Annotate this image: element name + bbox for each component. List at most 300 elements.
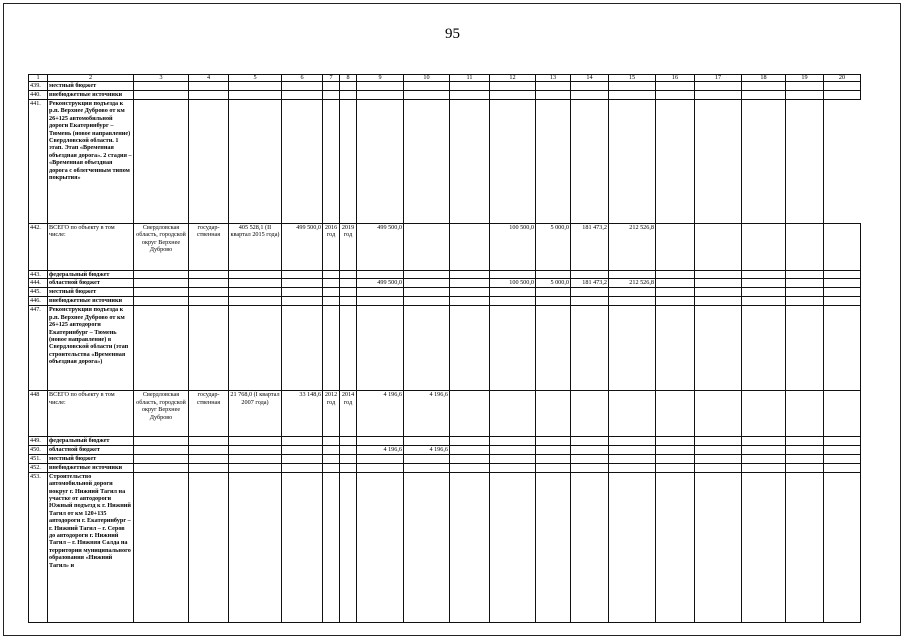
table-cell bbox=[450, 100, 490, 224]
table-cell bbox=[656, 279, 695, 288]
table-cell bbox=[490, 306, 536, 391]
table-cell bbox=[786, 437, 824, 445]
table-cell bbox=[282, 91, 323, 100]
table-cell bbox=[571, 91, 609, 100]
table-cell bbox=[742, 463, 786, 472]
table-cell bbox=[404, 91, 450, 100]
table-cell: 5 000,0 bbox=[536, 279, 571, 288]
table-cell bbox=[282, 454, 323, 463]
column-header: 14 bbox=[571, 75, 609, 82]
table-cell bbox=[536, 472, 571, 622]
table-cell bbox=[404, 82, 450, 91]
table-cell bbox=[786, 100, 824, 224]
table-cell bbox=[450, 288, 490, 297]
table-cell bbox=[450, 82, 490, 91]
table-row bbox=[29, 279, 861, 288]
table-cell bbox=[189, 472, 229, 622]
table-cell bbox=[357, 91, 404, 100]
table-cell bbox=[786, 82, 824, 91]
table-cell bbox=[450, 454, 490, 463]
table-cell bbox=[609, 271, 656, 279]
table-cell bbox=[571, 437, 609, 445]
table-cell bbox=[189, 463, 229, 472]
table-cell bbox=[656, 391, 695, 437]
table-cell bbox=[695, 279, 742, 288]
row-number-cell: 443. bbox=[29, 271, 48, 279]
table-cell bbox=[340, 297, 357, 306]
table-cell bbox=[490, 463, 536, 472]
column-header: 12 bbox=[490, 75, 536, 82]
table-cell bbox=[609, 306, 656, 391]
table-cell bbox=[695, 100, 742, 224]
table-cell bbox=[742, 91, 786, 100]
table-cell: государ-ственная bbox=[189, 224, 229, 271]
table-cell: ВСЕГО по объекту в том числе: bbox=[48, 391, 134, 437]
table-cell bbox=[189, 306, 229, 391]
table-cell bbox=[609, 445, 656, 454]
table-cell bbox=[450, 445, 490, 454]
table-cell bbox=[357, 437, 404, 445]
table-cell bbox=[786, 91, 824, 100]
table-row bbox=[29, 472, 861, 622]
table-cell bbox=[229, 271, 282, 279]
table-cell bbox=[189, 279, 229, 288]
row-number-cell: 450. bbox=[29, 445, 48, 454]
table-cell: Реконструкция подъезда к р.п. Верхнее Дуброво от км 26+125 автомобильной дороги Екатеринбург – Тюмень (новое направление) Свердловской области. 1 этап. Этап «Временная объездная дорога». 2 стадия – «Временная объездная дорога с облегченным типом покрытия» bbox=[48, 100, 134, 224]
table-cell: 100 500,0 bbox=[490, 224, 536, 271]
table-cell bbox=[134, 279, 189, 288]
table-cell: ВСЕГО по объекту в том числе: bbox=[48, 224, 134, 271]
column-header: 7 bbox=[323, 75, 340, 82]
table-cell bbox=[786, 391, 824, 437]
table-cell: 2012 год bbox=[323, 391, 340, 437]
table-cell bbox=[786, 472, 824, 622]
table-cell bbox=[340, 82, 357, 91]
row-number-cell: 445. bbox=[29, 288, 48, 297]
table-row bbox=[29, 437, 861, 445]
table-cell bbox=[786, 445, 824, 454]
table-cell: 212 526,8 bbox=[609, 279, 656, 288]
table-cell: 499 500,0 bbox=[282, 224, 323, 271]
table-cell bbox=[282, 271, 323, 279]
table-cell bbox=[404, 279, 450, 288]
column-header: 18 bbox=[742, 75, 786, 82]
table-cell bbox=[229, 463, 282, 472]
table-cell bbox=[134, 472, 189, 622]
table-cell: 181 473,2 bbox=[571, 224, 609, 271]
table-cell bbox=[536, 91, 571, 100]
table-cell bbox=[189, 454, 229, 463]
table-cell bbox=[656, 288, 695, 297]
table-row bbox=[29, 91, 861, 100]
table-cell bbox=[490, 100, 536, 224]
row-number-cell: 449. bbox=[29, 437, 48, 445]
table-cell bbox=[340, 271, 357, 279]
table-cell bbox=[189, 437, 229, 445]
table-cell bbox=[189, 288, 229, 297]
table-cell bbox=[695, 445, 742, 454]
table-cell bbox=[695, 306, 742, 391]
table-cell bbox=[656, 100, 695, 224]
table-cell bbox=[695, 271, 742, 279]
table-cell: местный бюджет bbox=[48, 288, 134, 297]
table-cell bbox=[490, 271, 536, 279]
table-cell bbox=[323, 100, 340, 224]
table-cell bbox=[742, 288, 786, 297]
table-cell bbox=[490, 437, 536, 445]
table-row bbox=[29, 297, 861, 306]
table-cell bbox=[742, 391, 786, 437]
table-cell bbox=[323, 271, 340, 279]
table-cell: областной бюджет bbox=[48, 445, 134, 454]
table-cell bbox=[824, 91, 861, 100]
table-cell: местный бюджет bbox=[48, 82, 134, 91]
table-row bbox=[29, 82, 861, 91]
table-cell bbox=[323, 82, 340, 91]
table-cell bbox=[742, 224, 786, 271]
row-number-cell: 451. bbox=[29, 454, 48, 463]
table-cell: 499 500,0 bbox=[357, 279, 404, 288]
table-cell bbox=[824, 445, 861, 454]
table-cell bbox=[282, 445, 323, 454]
table-cell bbox=[229, 91, 282, 100]
table-cell bbox=[609, 463, 656, 472]
table-cell bbox=[323, 306, 340, 391]
table-cell bbox=[229, 279, 282, 288]
table-cell bbox=[695, 297, 742, 306]
table-cell bbox=[282, 297, 323, 306]
table-cell bbox=[134, 454, 189, 463]
table-cell bbox=[450, 472, 490, 622]
table-cell bbox=[609, 391, 656, 437]
table-cell bbox=[824, 391, 861, 437]
table-cell bbox=[450, 463, 490, 472]
column-header: 19 bbox=[786, 75, 824, 82]
table-cell bbox=[695, 224, 742, 271]
table-cell bbox=[824, 472, 861, 622]
table-cell bbox=[824, 271, 861, 279]
table-cell: Свердловская область, городской округ Верхнее Дуброво bbox=[134, 224, 189, 271]
table-cell bbox=[824, 437, 861, 445]
table-cell: Строительство автомобильной дороги вокруг г. Нижний Тагил на участке от автодороги Южный подъезд к г. Нижний Тагил от км 120+135 автодороги г. Екатеринбург – г. Нижний Тагил – г. Серов до автодороги г. Нижний Тагил – г. Нижняя Салда на территории муниципального образования «Нижний Тагил» и bbox=[48, 472, 134, 622]
column-header: 20 bbox=[824, 75, 861, 82]
table-cell bbox=[134, 271, 189, 279]
table-cell bbox=[571, 391, 609, 437]
table-cell bbox=[134, 288, 189, 297]
table-cell bbox=[323, 437, 340, 445]
table-cell bbox=[450, 437, 490, 445]
table-cell bbox=[323, 288, 340, 297]
table-cell bbox=[656, 224, 695, 271]
table-cell bbox=[282, 463, 323, 472]
table-cell bbox=[695, 472, 742, 622]
table-cell bbox=[824, 463, 861, 472]
table-cell bbox=[340, 463, 357, 472]
investment-table bbox=[28, 74, 861, 623]
table-cell: 212 526,8 bbox=[609, 224, 656, 271]
table-cell bbox=[609, 472, 656, 622]
table-cell bbox=[571, 445, 609, 454]
table-cell bbox=[189, 297, 229, 306]
table-cell bbox=[609, 91, 656, 100]
table-row bbox=[29, 463, 861, 472]
table-cell bbox=[536, 100, 571, 224]
table-cell bbox=[571, 271, 609, 279]
table-cell bbox=[357, 82, 404, 91]
table-cell bbox=[450, 391, 490, 437]
table-cell bbox=[323, 279, 340, 288]
table-cell bbox=[189, 445, 229, 454]
table-cell bbox=[404, 100, 450, 224]
table-cell bbox=[134, 82, 189, 91]
table-cell bbox=[229, 297, 282, 306]
column-header: 8 bbox=[340, 75, 357, 82]
row-number-cell: 447. bbox=[29, 306, 48, 391]
table-cell bbox=[323, 463, 340, 472]
table-cell bbox=[656, 437, 695, 445]
table-cell bbox=[490, 454, 536, 463]
table-cell bbox=[229, 454, 282, 463]
table-cell bbox=[695, 91, 742, 100]
table-cell bbox=[323, 91, 340, 100]
table-cell bbox=[490, 82, 536, 91]
table-cell bbox=[282, 100, 323, 224]
table-cell bbox=[786, 279, 824, 288]
table-cell bbox=[656, 445, 695, 454]
table-cell bbox=[134, 297, 189, 306]
table-cell: федеральный бюджет bbox=[48, 271, 134, 279]
table-cell bbox=[786, 224, 824, 271]
table-cell: внебюджетные источники bbox=[48, 463, 134, 472]
table-cell bbox=[134, 100, 189, 224]
table-cell bbox=[450, 271, 490, 279]
column-header: 6 bbox=[282, 75, 323, 82]
table-cell bbox=[656, 454, 695, 463]
table-cell: 33 148,6 bbox=[282, 391, 323, 437]
table-cell bbox=[742, 297, 786, 306]
table-cell bbox=[571, 100, 609, 224]
table-cell bbox=[571, 306, 609, 391]
table-cell bbox=[695, 437, 742, 445]
table-cell bbox=[824, 306, 861, 391]
table-cell bbox=[695, 463, 742, 472]
table-row bbox=[29, 100, 861, 224]
table-cell bbox=[323, 297, 340, 306]
table-cell bbox=[571, 288, 609, 297]
table-cell bbox=[357, 297, 404, 306]
table-cell: 4 196,6 bbox=[357, 391, 404, 437]
table-cell bbox=[340, 279, 357, 288]
table-cell bbox=[340, 288, 357, 297]
column-header: 10 bbox=[404, 75, 450, 82]
table-cell bbox=[404, 463, 450, 472]
table-cell bbox=[357, 271, 404, 279]
table-cell bbox=[536, 391, 571, 437]
table-row bbox=[29, 454, 861, 463]
table-cell bbox=[229, 445, 282, 454]
table-cell bbox=[189, 82, 229, 91]
table-cell bbox=[357, 288, 404, 297]
table-cell bbox=[404, 454, 450, 463]
table-cell bbox=[536, 463, 571, 472]
table-cell bbox=[609, 100, 656, 224]
table-cell bbox=[786, 288, 824, 297]
table-cell: 499 500,0 bbox=[357, 224, 404, 271]
table-cell bbox=[742, 271, 786, 279]
table-cell bbox=[824, 288, 861, 297]
table-cell bbox=[404, 271, 450, 279]
table-cell bbox=[229, 472, 282, 622]
table-cell bbox=[450, 91, 490, 100]
table-cell bbox=[536, 306, 571, 391]
table-cell bbox=[695, 454, 742, 463]
row-number-cell: 452. bbox=[29, 463, 48, 472]
table-cell: Свердловская область, городской округ Верхнее Дуброво bbox=[134, 391, 189, 437]
table-cell bbox=[340, 445, 357, 454]
column-header: 2 bbox=[48, 75, 134, 82]
row-number-cell: 442. bbox=[29, 224, 48, 271]
table-cell bbox=[323, 445, 340, 454]
table-cell bbox=[742, 279, 786, 288]
table-cell: внебюджетные источники bbox=[48, 91, 134, 100]
table-cell bbox=[490, 297, 536, 306]
table-cell bbox=[824, 279, 861, 288]
column-header: 11 bbox=[450, 75, 490, 82]
table-cell bbox=[742, 82, 786, 91]
table-cell bbox=[282, 306, 323, 391]
table-row bbox=[29, 288, 861, 297]
table-cell bbox=[824, 82, 861, 91]
table-cell: государ-ственная bbox=[189, 391, 229, 437]
column-header-row bbox=[29, 75, 861, 82]
table-row bbox=[29, 224, 861, 271]
row-number-cell: 441. bbox=[29, 100, 48, 224]
table-cell bbox=[134, 445, 189, 454]
table-cell bbox=[490, 472, 536, 622]
table-cell bbox=[282, 472, 323, 622]
table-cell bbox=[340, 437, 357, 445]
column-header: 13 bbox=[536, 75, 571, 82]
table-cell bbox=[536, 82, 571, 91]
table-cell bbox=[695, 288, 742, 297]
table-cell: 21 768,0 (I квартал 2007 года) bbox=[229, 391, 282, 437]
table-cell bbox=[656, 271, 695, 279]
table-cell bbox=[824, 297, 861, 306]
table-cell bbox=[695, 82, 742, 91]
table-row bbox=[29, 391, 861, 437]
table-cell: 405 528,1 (II квартал 2015 года) bbox=[229, 224, 282, 271]
table-cell bbox=[357, 454, 404, 463]
table-cell bbox=[229, 82, 282, 91]
column-header: 9 bbox=[357, 75, 404, 82]
table-cell: 4 196,6 bbox=[404, 391, 450, 437]
table-cell bbox=[536, 297, 571, 306]
row-number-cell: 444. bbox=[29, 279, 48, 288]
table-cell bbox=[695, 391, 742, 437]
table-cell bbox=[490, 391, 536, 437]
table-cell bbox=[404, 437, 450, 445]
table-cell bbox=[571, 472, 609, 622]
table-cell bbox=[134, 463, 189, 472]
table-cell bbox=[357, 472, 404, 622]
table-cell bbox=[404, 472, 450, 622]
column-header: 3 bbox=[134, 75, 189, 82]
table-cell bbox=[742, 437, 786, 445]
table-cell bbox=[609, 454, 656, 463]
table-cell bbox=[229, 288, 282, 297]
table-cell bbox=[357, 306, 404, 391]
table-cell bbox=[340, 454, 357, 463]
table-cell bbox=[282, 279, 323, 288]
table-cell bbox=[490, 91, 536, 100]
table-cell bbox=[323, 472, 340, 622]
table-cell bbox=[656, 463, 695, 472]
row-number-cell: 440. bbox=[29, 91, 48, 100]
table-cell: федеральный бюджет bbox=[48, 437, 134, 445]
column-header: 5 bbox=[229, 75, 282, 82]
table-cell bbox=[742, 472, 786, 622]
table-cell bbox=[786, 271, 824, 279]
table-cell bbox=[571, 454, 609, 463]
table-cell bbox=[189, 100, 229, 224]
table-cell: областной бюджет bbox=[48, 279, 134, 288]
table-cell bbox=[450, 279, 490, 288]
column-header: 1 bbox=[29, 75, 48, 82]
table-cell bbox=[340, 306, 357, 391]
column-header: 15 bbox=[609, 75, 656, 82]
row-number-cell: 453. bbox=[29, 472, 48, 622]
table-cell bbox=[742, 445, 786, 454]
table-cell bbox=[742, 306, 786, 391]
table-cell bbox=[742, 454, 786, 463]
table-cell: 4 196,6 bbox=[404, 445, 450, 454]
table-cell bbox=[134, 306, 189, 391]
table-cell bbox=[189, 271, 229, 279]
table-cell bbox=[282, 437, 323, 445]
table-row bbox=[29, 306, 861, 391]
table-cell bbox=[786, 463, 824, 472]
table-cell bbox=[571, 297, 609, 306]
table-cell bbox=[450, 297, 490, 306]
page-number: 95 bbox=[445, 26, 460, 42]
table-cell bbox=[134, 91, 189, 100]
column-header: 16 bbox=[656, 75, 695, 82]
table-cell bbox=[490, 288, 536, 297]
table-cell: 100 500,0 bbox=[490, 279, 536, 288]
table-cell bbox=[536, 271, 571, 279]
table-cell bbox=[656, 82, 695, 91]
table-cell bbox=[404, 306, 450, 391]
table-cell bbox=[536, 437, 571, 445]
table-cell bbox=[786, 297, 824, 306]
table-cell: Реконструкция подъезда к р.п. Верхнее Дуброво от км 26+125 автодороги Екатеринбург – Тюмень (новое направление) в Свердловской области (этап строительства «Временная объездная дорога») bbox=[48, 306, 134, 391]
table-cell bbox=[404, 288, 450, 297]
table-cell bbox=[656, 306, 695, 391]
table-cell: 2019 год bbox=[340, 224, 357, 271]
table-cell bbox=[786, 454, 824, 463]
table-cell bbox=[609, 288, 656, 297]
table-cell bbox=[282, 82, 323, 91]
table-cell bbox=[323, 454, 340, 463]
table-cell: 4 196,6 bbox=[357, 445, 404, 454]
table-cell bbox=[340, 100, 357, 224]
table-cell bbox=[229, 100, 282, 224]
column-header: 4 bbox=[189, 75, 229, 82]
table-cell bbox=[824, 224, 861, 271]
table-cell bbox=[536, 454, 571, 463]
table-cell bbox=[229, 306, 282, 391]
table-cell bbox=[571, 82, 609, 91]
